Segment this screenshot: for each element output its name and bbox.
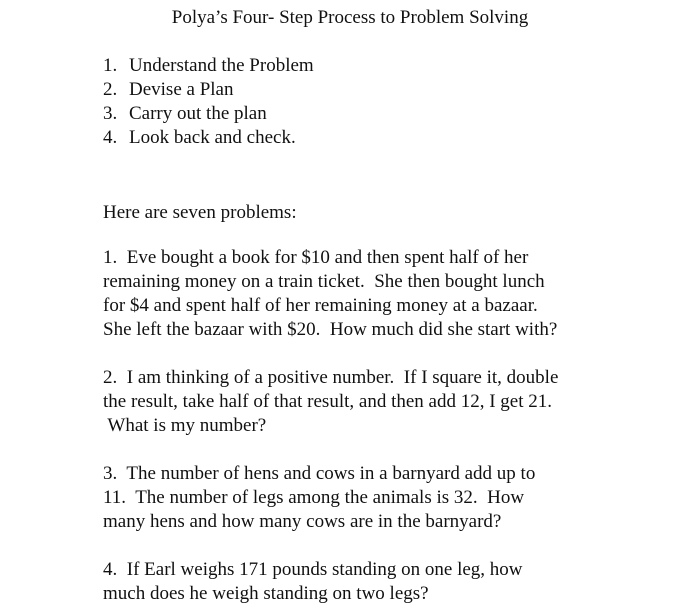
polya-steps-list [103,54,314,150]
step-text: Understand the Problem [129,55,314,76]
step-text: Look back and check. [129,127,296,148]
problem-line: What is my number? [103,415,267,436]
step-item [103,126,314,150]
step-text: Carry out the plan [129,103,267,124]
step-number: 2. [103,79,118,100]
problem-line: many hens and how many cows are in the barnyard? [103,511,502,532]
problem-line: 3. The number of hens and cows in a barnyard add up to [103,463,536,484]
step-number: 4. [103,127,118,148]
page-title: Polya’s Four- Step Process to Problem Solving [171,7,529,28]
step-item [103,54,314,78]
problem-line: 4. If Earl weighs 171 pounds standing on one leg, how [103,559,523,580]
problem-line: the result, take half of that result, and then add 12, I get 21. [103,391,553,412]
problem-line: 2. I am thinking of a positive number. If I square it, double [103,367,559,388]
problem-line: remaining money on a train ticket. She then bought lunch [103,271,545,292]
problem-3 [103,462,535,534]
problem-line: 11. The number of legs among the animals is 32. How [103,487,525,508]
step-number: 1. [103,55,118,76]
step-number: 3. [103,103,118,124]
problem-line: She left the bazaar with $20. How much did she start with? [103,319,558,340]
problem-line: 1. Eve bought a book for $10 and then spent half of her [103,247,529,268]
problem-2 [103,366,558,438]
problem-line: much does he weigh standing on two legs? [103,583,429,604]
step-item [103,78,314,102]
step-text: Devise a Plan [129,79,234,100]
problem-line: for $4 and spent half of her remaining money at a bazaar. [103,295,538,316]
step-item [103,102,314,126]
problem-4 [103,558,523,606]
problem-1 [103,246,557,342]
problems-intro: Here are seven problems: [103,202,297,223]
